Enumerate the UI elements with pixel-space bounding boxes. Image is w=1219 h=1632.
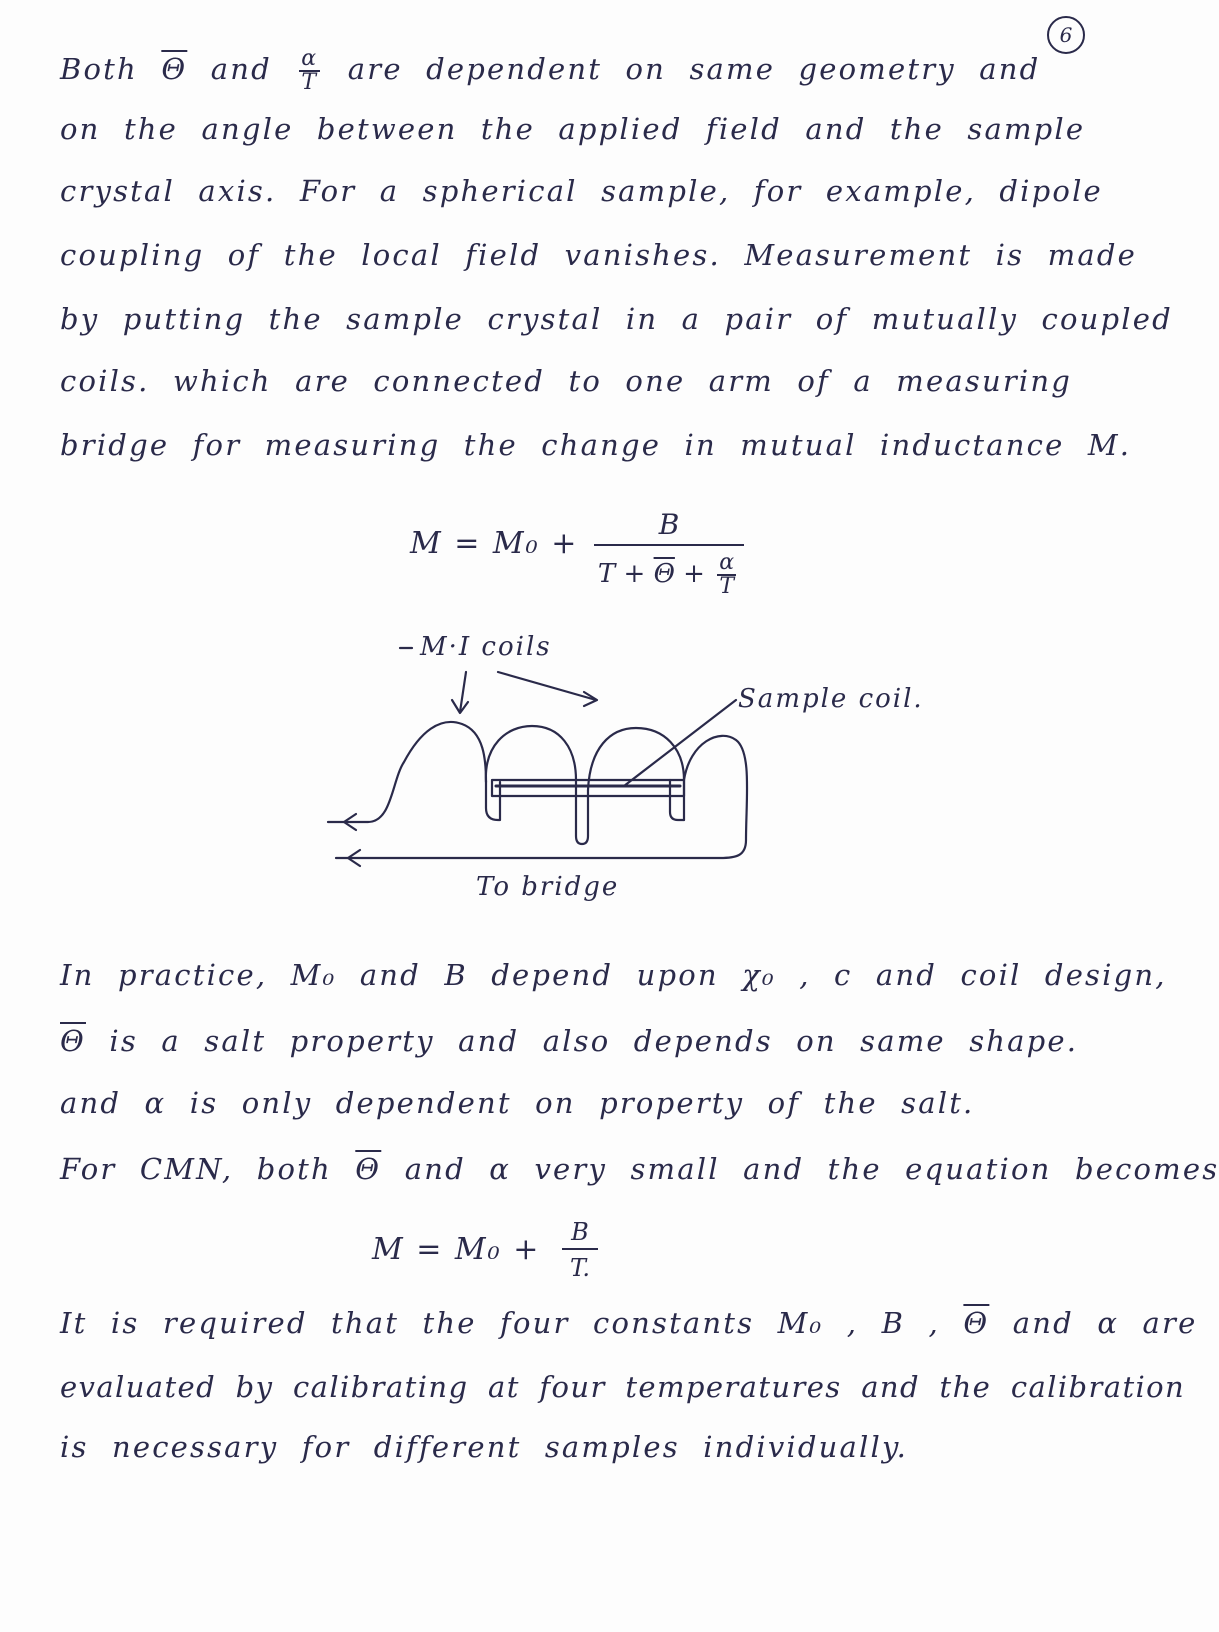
equation2-numerator: B [571,1218,589,1246]
text-both: Both [60,52,138,86]
sample-coil-label: Sample coil. [738,684,924,714]
theta-bar-symbol: $\overline{\Theta}$ [653,559,675,589]
sample-coil-pointer [624,700,736,786]
frac-numerator: α [719,550,735,575]
text-and: and [210,52,272,86]
para1-line4: coupling of the local field vanishes. Measurement is made [60,238,1137,272]
down-arrow-icon [452,672,468,713]
para3-line3: is necessary for different samples individually. [60,1430,909,1464]
para2-line4-start: For CMN, both [60,1152,332,1186]
text-line1-end: are dependent on same geometry and [347,52,1041,86]
denominator-t-plus: T + [597,559,646,589]
frac-denominator: T [719,574,734,599]
theta-bar-symbol: $\overline{\Theta}$ [60,1024,86,1058]
para1-line5: by putting the sample crystal in a pair of mutually coupled [60,302,1173,336]
para3-line1-start: It is required that the four constants M₀ , B , [60,1306,940,1340]
equation1-lhs: M = M₀ + [410,526,579,561]
left-wire [328,722,486,822]
theta-bar-symbol: $\overline{\Theta}$ [355,1152,382,1186]
para1-line2: on the angle between the applied field and the sample [60,112,1086,146]
para2-line4 [60,1152,1219,1186]
to-bridge-label: To bridge [476,872,620,902]
para3-line1 [60,1306,1198,1340]
para2-line4-end: and α very small and the equation becomes [404,1152,1219,1186]
para3-line2: evaluated by calibrating at four temperatures and the calibration [60,1370,1186,1404]
equation1-numerator: B [658,508,680,541]
equation2-denominator: T. [569,1254,591,1282]
theta-bar-symbol: $\overline{\Theta}$ [161,52,188,86]
plus-sign: + [683,559,705,589]
para2-line3: and α is only dependent on property of the salt. [60,1086,975,1120]
fraction-bar [562,1248,598,1250]
para3-line1-end: and α are [1012,1306,1198,1340]
page-number: 6 [1047,16,1085,54]
para1-line3: crystal axis. For a spherical sample, for example, dipole [60,174,1103,208]
para1-line6: coils. which are connected to one arm of a measuring [60,364,1072,398]
para2-line2-text: is a salt property and also depends on same shape. [109,1024,1079,1058]
para1-line7: bridge for measuring the change in mutual inductance M. [60,428,1132,462]
mi-coils-label: M·I coils [420,632,552,662]
theta-bar-symbol: $\overline{\Theta}$ [963,1306,990,1340]
frac-numerator: α [301,46,319,71]
para2-line1: In practice, M₀ and B depend upon χ₀ , c and coil design, [60,958,1167,992]
equation2-fraction [560,1218,600,1282]
para2-line2 [60,1024,1120,1058]
frac-denominator: T [301,70,319,95]
right-arrow-icon [498,672,597,706]
equation2-lhs: M = M₀ + [372,1232,541,1267]
